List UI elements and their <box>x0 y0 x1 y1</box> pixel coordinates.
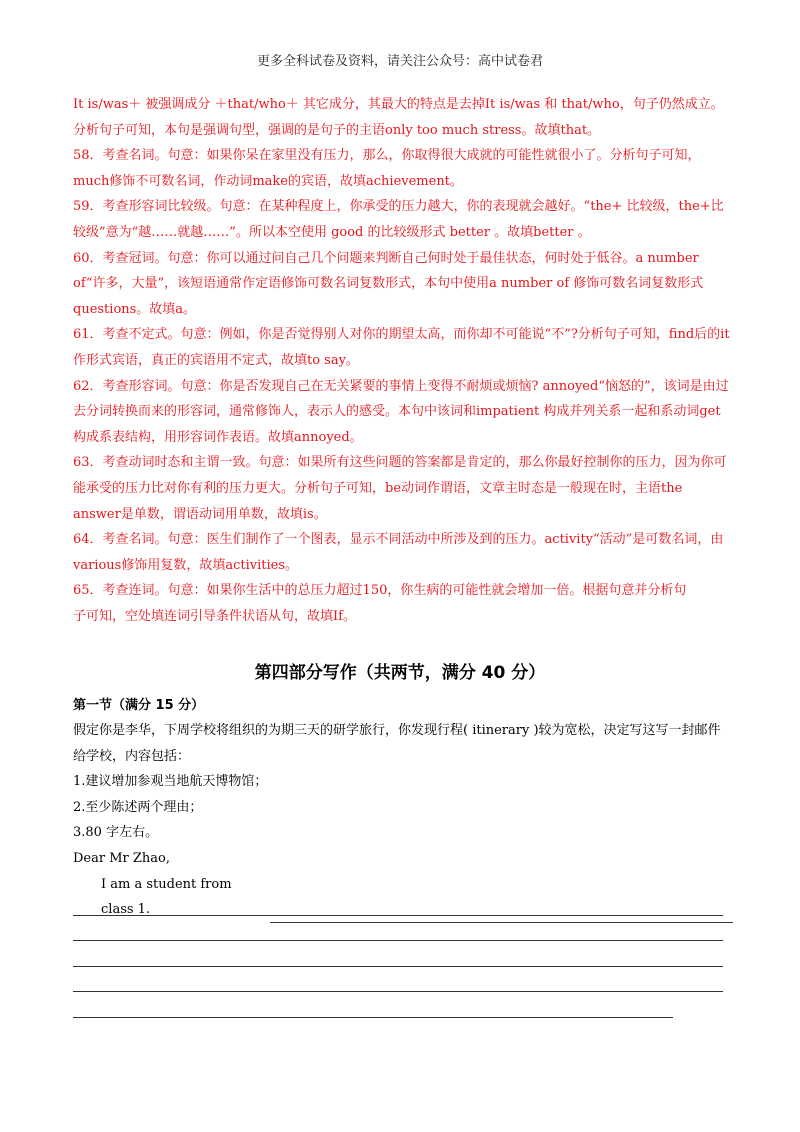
answer-paragraph: 59．考查形容词比较级。句意：在某种程度上，你承受的压力越大，你的表现就会越好。“the+ 比较级，the+比较级”意为“越……就越……”。所以本空使用 good 的比较级形式 better 。故填better 。 <box>73 199 724 240</box>
task-item: 3.80 字左右。 <box>73 825 159 841</box>
answer-paragraph: 子可知，空处填连词引导条件状语从句，故填If。 <box>73 608 356 624</box>
task-item: 2.至少陈述两个理由； <box>73 799 203 815</box>
answer-paragraph: It is/was＋ 被强调成分 ＋that/who＋ 其它成分，其最大的特点是去掉It is/was 和 that/who，句子仍然成立。分析句子可知，本句是强调句型，强调的是句子的主语only too much stress。故填that。 <box>73 97 724 138</box>
answer-explanations <box>73 92 733 629</box>
writing-line[interactable] <box>73 941 723 967</box>
answer-paragraph: 64．考查名词。句意：医生们制作了一个图表，显示不同活动中所涉及到的压力。activity“活动”是可数名词，由various修饰用复数，故填activities。 <box>73 532 724 573</box>
writing-line[interactable] <box>73 916 723 942</box>
answer-paragraph: 65．考查连词。句意：如果你生活中的总压力超过150，你生病的可能性就会增加一倍。根据句意并分析句 <box>73 583 687 599</box>
answer-paragraph: 60．考查冠词。句意：你可以通过问自己几个问题来判断自己何时处于最佳状态，何时处于低谷。a number of“许多，大量”，该短语通常作定语修饰可数名词复数形式，本句中使用a number of 修饰可数名词复数形式questions。故填a。 <box>73 250 704 317</box>
answer-paragraph: 62．考查形容词。句意：你是否发现自己在无关紧要的事情上变得不耐烦或烦恼? annoyed“恼怒的”，该词是由过去分词转换而来的形容词，通常修饰人，表示人的感受。本句中该词和impatient 构成并列关系一起和系动词get构成系表结构，用形容词作表语。故填annoyed。 <box>73 378 729 445</box>
first-line-text: I am a student from class 1. <box>101 876 232 918</box>
subsection-title: 第一节（满分 15 分） <box>73 698 205 713</box>
task-item: 1.建议增加参观当地航天博物馆； <box>73 774 268 790</box>
page-header: 更多全科试卷及资料，请关注公众号：高中试卷君 <box>256 54 543 69</box>
section-title: 第四部分写作（共两节，满分 40 分） <box>254 663 546 683</box>
writing-line[interactable] <box>73 992 673 1018</box>
writing-lines <box>73 890 723 1018</box>
answer-paragraph: 63．考查动词时态和主谓一致。句意：如果所有这些问题的答案都是肯定的，那么你最好控制你的压力，因为你可能承受的压力比对你有利的压力更大。分析句子可知，be动词作谓语，文章主时态是一般现在时，主语the answer是单数，谓语动词用单数，故填is。 <box>73 455 727 522</box>
answer-paragraph: 58．考查名词。句意：如果你呆在家里没有压力，那么，你取得很大成就的可能性就很小了。分析句子可知，much修饰不可数名词，作动词make的宾语，故填achievement。 <box>73 148 701 189</box>
task-intro: 假定你是李华，下周学校将组织的为期三天的研学旅行，你发现行程( itinerary )较为宽松，决定写这写一封邮件给学校，内容包括： <box>73 723 721 764</box>
writing-line[interactable] <box>73 967 723 993</box>
answer-paragraph: 61．考查不定式。句意：例如，你是否觉得别人对你的期望太高，而你却不可能说“不”?分析句子可知，find后的it作形式宾语，真正的宾语用不定式，故填to say。 <box>73 327 730 368</box>
salutation: Dear Mr Zhao, <box>73 850 170 866</box>
writing-line[interactable] <box>73 890 723 916</box>
